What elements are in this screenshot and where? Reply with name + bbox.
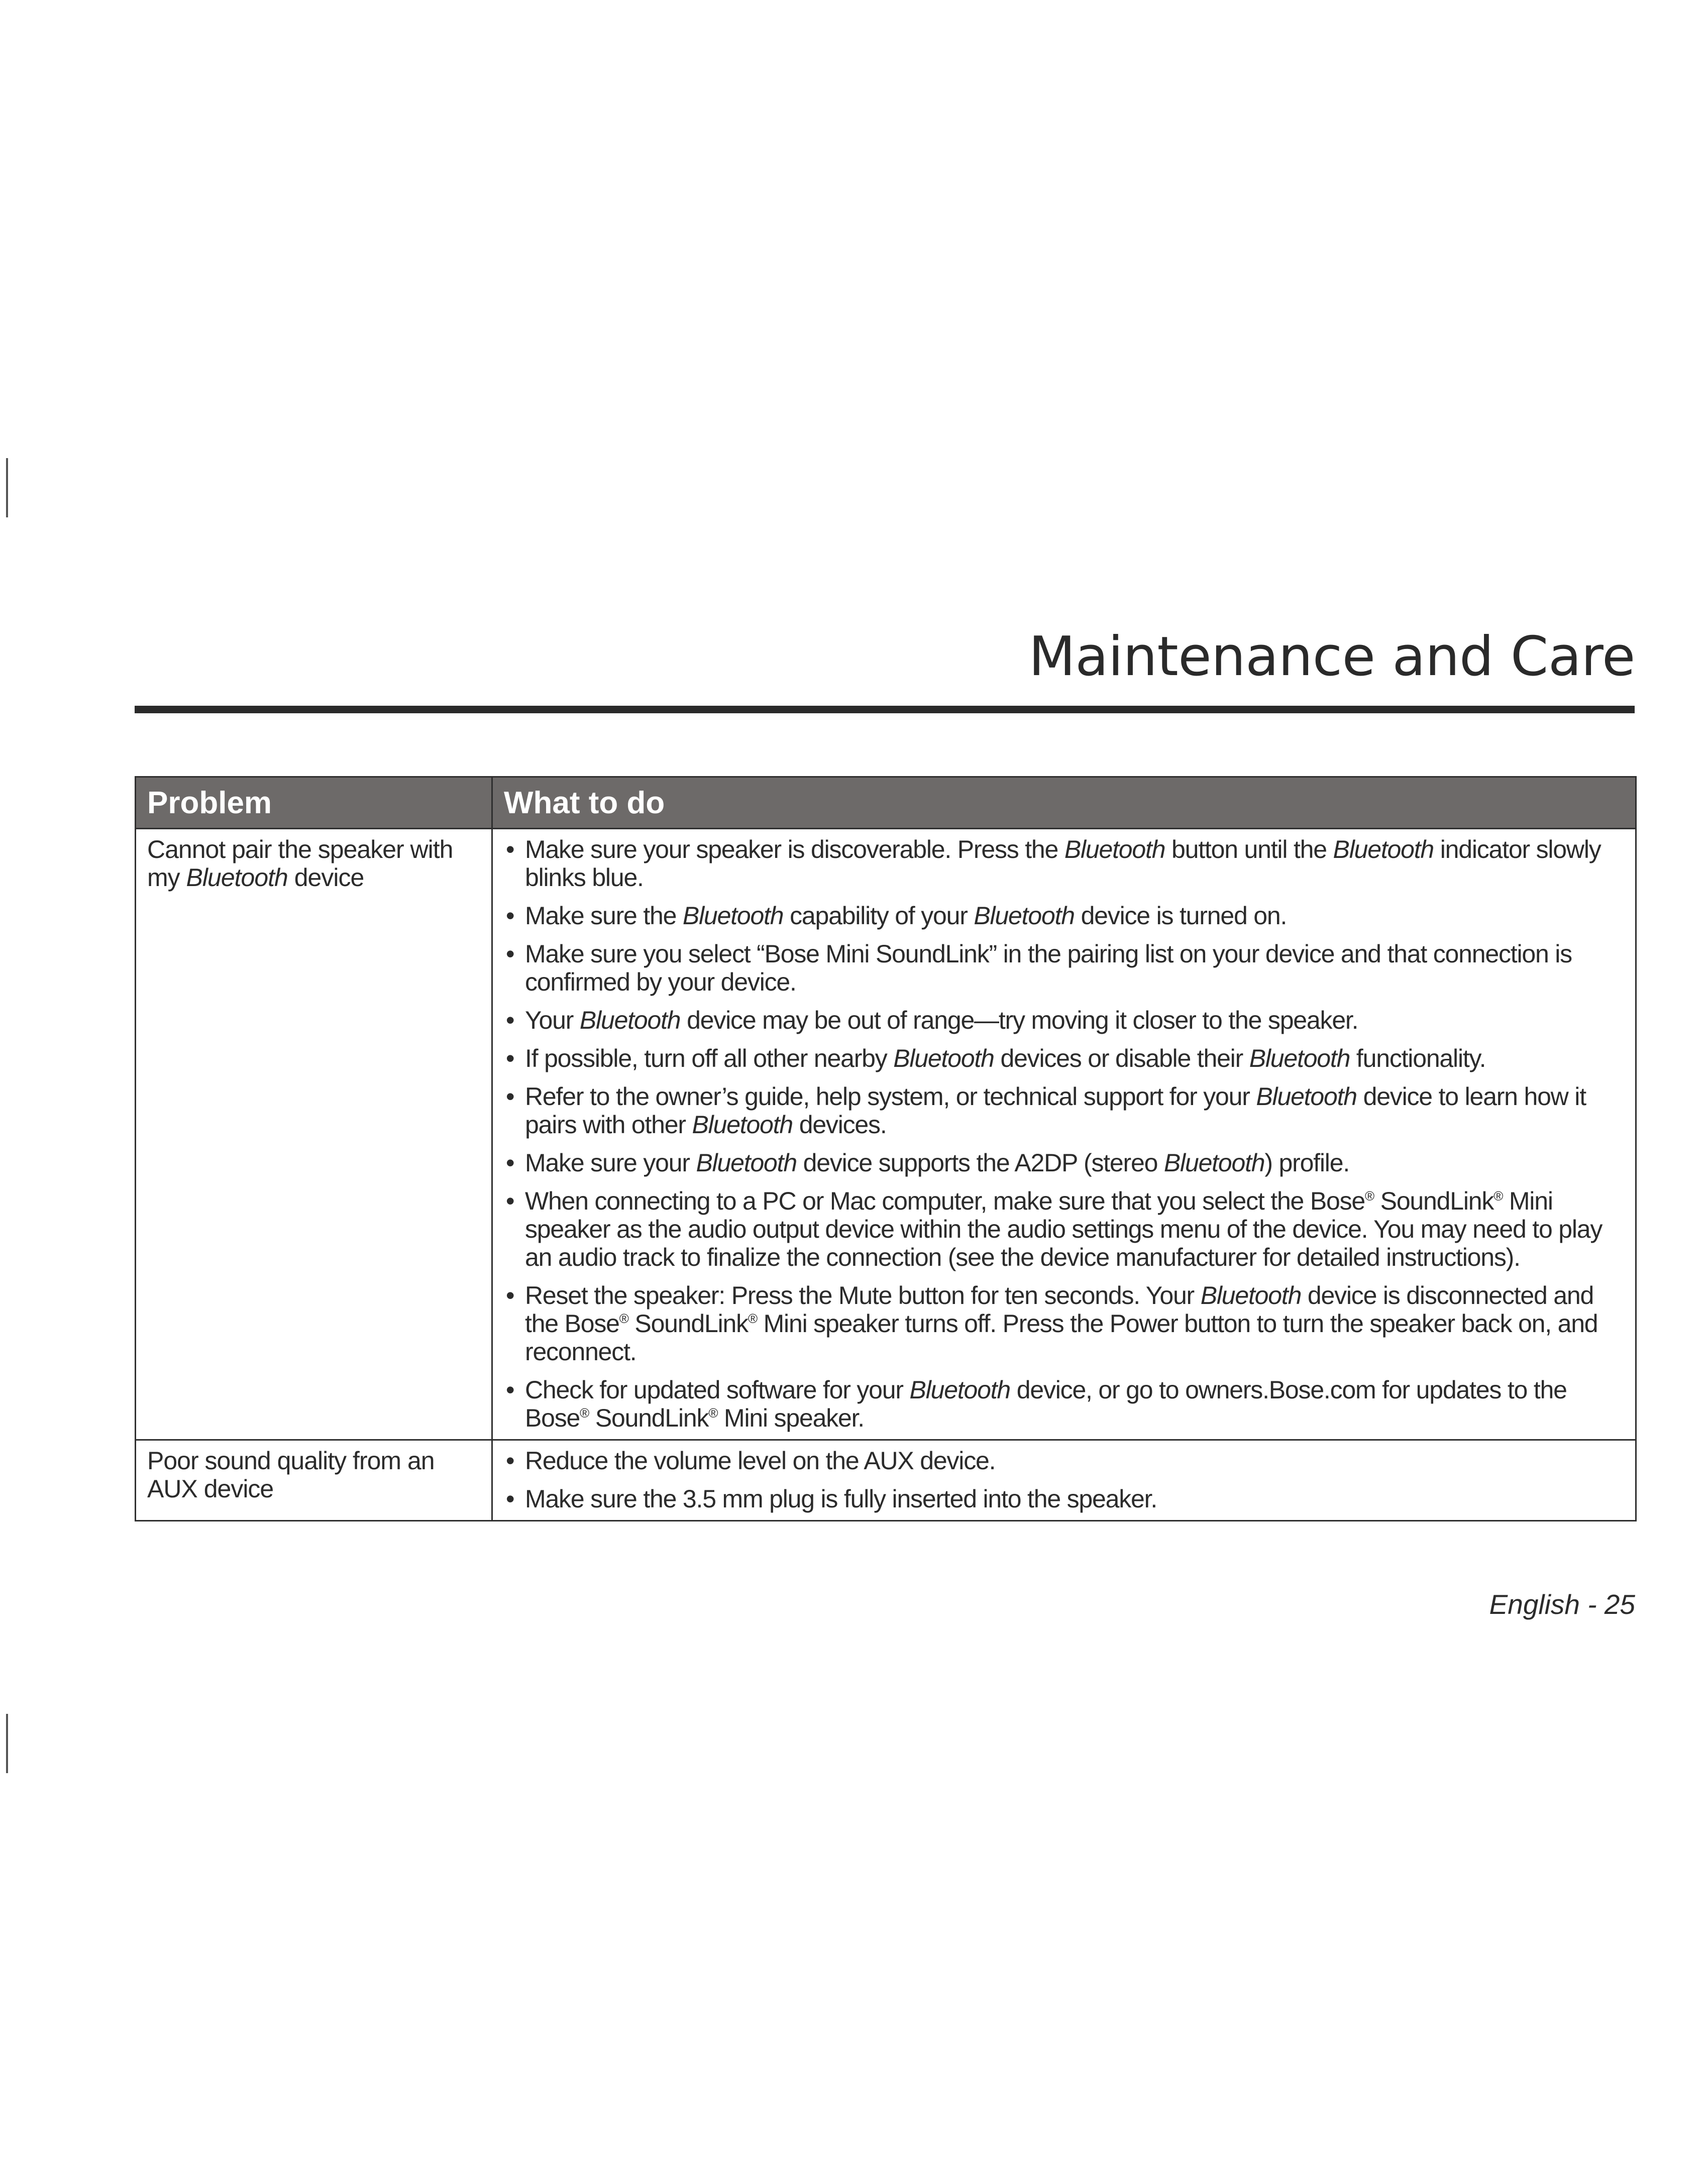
fix-item [504,1082,1624,1139]
fix-text: If possible, turn off all other nearby [525,1044,894,1072]
fix-text: indicator slowly blinks blue. [525,835,1601,892]
fix-item [504,1281,1624,1366]
problem-text: Cannot pair the speaker with my [147,835,453,892]
registered-mark: ® [748,1311,757,1326]
fix-text-italic: Bluetooth [696,1149,797,1177]
fix-text: Mini speaker turns off. Press the Power button to turn the speaker back on, and reconnect. [525,1310,1598,1366]
fix-item [504,1376,1624,1432]
fix-text: button until the [1165,835,1333,863]
header-problem: Problem [136,777,492,829]
registered-mark: ® [1493,1188,1503,1204]
fixes-cell [492,1440,1636,1521]
page-number: English - 25 [1489,1589,1635,1620]
fix-text: Reduce the volume level on the AUX device. [525,1447,996,1475]
fix-text: SoundLink [628,1310,748,1338]
fix-text: device may be out of range—try moving it closer to the speaker. [680,1006,1358,1034]
page-title: Maintenance and Care [1028,625,1635,688]
fix-text: Check for updated software for your [525,1376,910,1404]
fix-text-italic: Bluetooth [1333,835,1434,863]
problem-cell [136,1440,492,1521]
fix-text-italic: Bluetooth [692,1111,793,1139]
fix-text: device, or go to owners.Bose.com for updates to the Bose [525,1376,1567,1432]
fix-text-italic: Bluetooth [682,902,784,930]
fix-text: SoundLink [1373,1187,1494,1215]
fix-text: functionality. [1350,1044,1486,1072]
fix-text: Mini speaker. [717,1404,864,1432]
fixes-cell [492,829,1636,1440]
fix-list [504,835,1624,1432]
fix-text: Make sure you select “Bose Mini SoundLink” in the pairing list on your device and that connection is confirmed by your device. [525,940,1572,996]
registered-mark: ® [580,1405,589,1421]
fix-text-italic: Bluetooth [1249,1044,1350,1072]
fix-text: devices or disable their [994,1044,1249,1072]
fix-text: device is turned on. [1074,902,1287,930]
fix-text: Your [525,1006,580,1034]
table-row [136,1440,1636,1521]
fix-text: capability of your [783,902,974,930]
table-row [136,829,1636,1440]
fix-text: SoundLink [589,1404,709,1432]
fix-text: When connecting to a PC or Mac computer, make sure that you select the Bose [525,1187,1365,1215]
fix-text: Make sure your speaker is discoverable. Press the [525,835,1064,863]
fix-text: device supports the A2DP (stereo [796,1149,1164,1177]
fix-text: Make sure your [525,1149,696,1177]
fix-item [504,1006,1624,1034]
fix-text-italic: Bluetooth [974,902,1075,930]
fix-text-italic: Bluetooth [1064,835,1165,863]
problem-text-italic: Bluetooth [186,863,288,892]
fix-item [504,1149,1624,1177]
fix-text-italic: Bluetooth [1163,1149,1265,1177]
title-rule [135,706,1635,713]
fix-item [504,1447,1624,1475]
problem-cell [136,829,492,1440]
fix-text-italic: Bluetooth [909,1376,1011,1404]
table-header-row [136,777,1636,829]
fix-item [504,1485,1624,1513]
fix-text: device is disconnected and the Bose [525,1281,1594,1338]
fix-text: device to learn how it pairs with other [525,1082,1586,1139]
crop-mark-top [6,458,8,517]
fix-text: ) profile. [1264,1149,1350,1177]
registered-mark: ® [708,1405,718,1421]
fix-text: Make sure the [525,902,683,930]
fix-text: Mini speaker as the audio output device within the audio settings menu of the device. You may need to play an audio track to finalize the connection (see the device manufacturer for detailed instructions). [525,1187,1603,1271]
fix-item [504,1187,1624,1271]
fix-item [504,1044,1624,1072]
fix-text: Refer to the owner’s guide, help system, or technical support for your [525,1082,1256,1111]
fix-text: Reset the speaker: Press the Mute button for ten seconds. Your [525,1281,1201,1310]
fix-item [504,940,1624,996]
problem-text: Poor sound quality from an AUX device [147,1447,435,1503]
troubleshooting-table [135,776,1637,1521]
registered-mark: ® [1365,1188,1374,1204]
header-what-to-do: What to do [492,777,1636,829]
fix-list [504,1447,1624,1513]
fix-text: Make sure the 3.5 mm plug is fully inserted into the speaker. [525,1485,1157,1513]
crop-mark-bottom [6,1714,8,1773]
fix-item [504,835,1624,892]
fix-text-italic: Bluetooth [579,1006,681,1034]
fix-text-italic: Bluetooth [893,1044,994,1072]
registered-mark: ® [619,1311,628,1326]
problem-text: device [287,863,364,892]
fix-text-italic: Bluetooth [1256,1082,1357,1111]
fix-text: devices. [793,1111,887,1139]
fix-item [504,902,1624,930]
fix-text-italic: Bluetooth [1200,1281,1302,1310]
